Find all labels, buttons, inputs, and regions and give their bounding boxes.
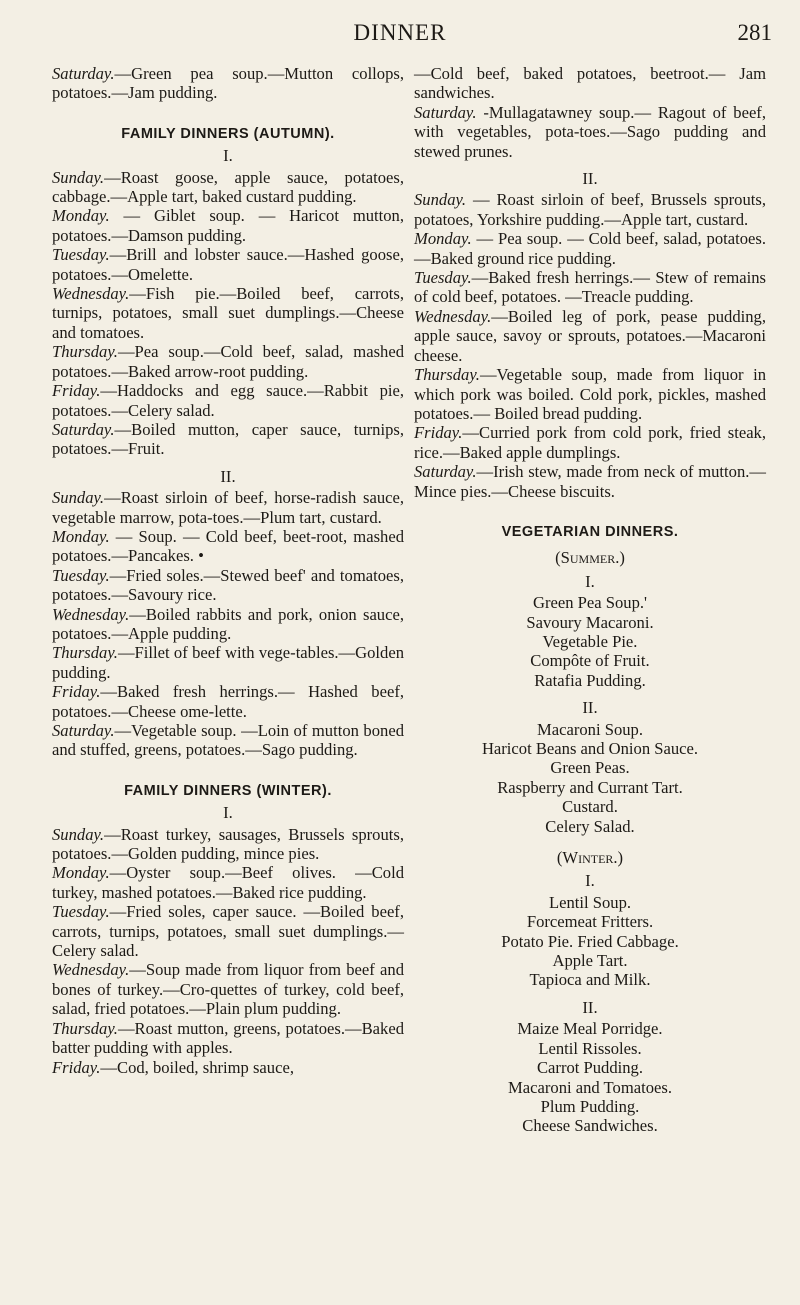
menu-text: —Roast goose, apple sauce, potatoes, cabbage.—Apple tart, baked custard pudding. xyxy=(52,167,404,207)
day-label: Monday. xyxy=(414,229,472,249)
menu-entry xyxy=(52,1058,404,1077)
menu-text: —Boiled mutton, caper sauce, turnips, potatoes.—Fruit. xyxy=(52,419,404,459)
running-title: DINNER xyxy=(353,20,447,45)
dish-item: Savoury Macaroni. xyxy=(526,612,654,632)
menu-entry xyxy=(52,863,404,902)
day-label: Wednesday. xyxy=(52,284,130,304)
menu-entry xyxy=(52,1019,404,1058)
dish-item: Potato Pie. Fried Cabbage. xyxy=(501,931,679,951)
day-label: Thursday. xyxy=(52,342,118,362)
menu-entry xyxy=(414,307,766,365)
menu-text: -Mullagatawney soup.— Ragout of beef, with vegetables, pota-toes.—Sago pudding and stewed prunes. xyxy=(414,102,766,161)
menu-text: —Soup made from liquor from beef and bones of turkey.—Cro-quettes of turkey, cold beef, salad, fried potatoes.—Plain plum pudding. xyxy=(52,960,404,1019)
menu-text: —Green pea soup.—Mutton collops, potatoes.—Jam pudding. xyxy=(52,64,404,103)
winter-menu-1-rest xyxy=(414,103,766,161)
menu-text: —Roast turkey, sausages, Brussels sprouts, potatoes.—Golden pudding, mince pies. xyxy=(52,824,404,864)
dish-item: Macaroni and Tomatoes. xyxy=(508,1077,672,1097)
menu-entry xyxy=(52,284,404,342)
menu-entry xyxy=(52,245,404,284)
winter-menu-1 xyxy=(52,825,404,1077)
day-label: Friday. xyxy=(414,423,463,443)
dish-item: Vegetable Pie. xyxy=(542,631,638,651)
menu-entry xyxy=(52,168,404,207)
dish-item: Lentil Rissoles. xyxy=(538,1038,642,1058)
dish-item: Apple Tart. xyxy=(552,951,628,971)
menu-text: —Fish pie.—Boiled beef, carrots, turnips, potatoes, small suet dumplings.—Cheese and tomatoes. xyxy=(52,284,404,342)
menu-text: —Fillet of beef with vege-tables.—Golden pudding. xyxy=(52,643,404,682)
menu-entry xyxy=(52,381,404,420)
menu-text: —Haddocks and egg sauce.—Rabbit pie, potatoes.—Celery salad. xyxy=(52,381,404,420)
dish-item: Green Pea Soup.' xyxy=(532,593,648,613)
menu-entry xyxy=(52,825,404,864)
menu-text: —Baked fresh herrings.— Stew of remains of cold beef, potatoes. —Treacle pudding. xyxy=(414,268,766,307)
season-label-summer: (Summer.) xyxy=(555,548,625,568)
day-label: Friday. xyxy=(52,381,101,401)
season-label-winter: (Winter.) xyxy=(556,848,624,868)
menu-numeral: I. xyxy=(585,571,595,591)
veg-summer-menu-2 xyxy=(414,720,766,836)
day-label: Monday. xyxy=(52,863,110,883)
menu-entry xyxy=(414,190,766,229)
dish-item: Cheese Sandwiches. xyxy=(522,1116,658,1136)
day-label: Tuesday. xyxy=(52,565,110,585)
dish-item: Celery Salad. xyxy=(545,816,635,836)
menu-entry xyxy=(52,64,404,103)
menu-numeral: II. xyxy=(220,466,236,486)
menu-entry xyxy=(52,488,404,527)
day-label: Sunday. xyxy=(52,167,105,187)
menu-entry xyxy=(52,643,404,682)
section-heading-winter: FAMILY DINNERS (WINTER). xyxy=(124,782,332,799)
day-label: Monday. xyxy=(52,526,110,546)
dish-item: Ratafia Pudding. xyxy=(534,670,646,690)
menu-numeral: I. xyxy=(223,803,233,823)
day-label: Sunday. xyxy=(52,824,105,844)
day-label: Sunday. xyxy=(52,488,105,508)
veg-summer-menu-1 xyxy=(414,593,766,690)
menu-entry xyxy=(52,682,404,721)
menu-numeral: II. xyxy=(582,997,598,1017)
menu-text: —Baked fresh herrings.— Hashed beef, potatoes.—Cheese ome-lette. xyxy=(52,682,404,721)
menu-text: — Soup. — Cold beef, beet-root, mashed potatoes.—Pancakes. • xyxy=(52,526,404,566)
menu-text: —Roast sirloin of beef, horse-radish sauce, vegetable marrow, pota-toes.—Plum tart, custard. xyxy=(52,488,404,527)
veg-winter-menu-1 xyxy=(414,893,766,990)
menu-text: —Fried soles.—Stewed beef' and tomatoes, potatoes.—Savoury rice. xyxy=(52,565,404,605)
menu-entry xyxy=(52,566,404,605)
winter-menu-2 xyxy=(414,190,766,501)
menu-text: —Brill and lobster sauce.—Hashed goose, potatoes.—Omelette. xyxy=(52,245,404,284)
day-label: Tuesday. xyxy=(52,245,110,265)
menu-entry xyxy=(52,420,404,459)
menu-entry xyxy=(52,206,404,245)
day-label: Friday. xyxy=(52,1057,101,1077)
day-label: Wednesday. xyxy=(414,306,492,326)
running-head xyxy=(0,20,800,50)
menu-text: — Roast sirloin of beef, Brussels sprouts, potatoes, Yorkshire pudding.—Apple tart, custard. xyxy=(414,190,766,229)
menu-text: — Giblet soup. — Haricot mutton, potatoes.—Damson pudding. xyxy=(52,206,404,245)
menu-entry xyxy=(52,960,404,1018)
dish-item: Carrot Pudding. xyxy=(536,1058,643,1078)
menu-text: —Vegetable soup. —Loin of mutton boned and stuffed, greens, potatoes.—Sago pudding. xyxy=(52,721,404,760)
day-label: Thursday. xyxy=(414,365,480,385)
section-heading-autumn: FAMILY DINNERS (AUTUMN). xyxy=(121,125,335,142)
menu-text: —Boiled leg of pork, pease pudding, apple sauce, savoy or sprouts, potatoes.—Macaroni cheese. xyxy=(414,306,766,365)
dish-item: Custard. xyxy=(562,797,618,817)
dish-item: Plum Pudding. xyxy=(540,1096,640,1116)
dish-item: Maize Meal Porridge. xyxy=(517,1019,663,1039)
day-label: Tuesday. xyxy=(52,902,110,922)
menu-entry xyxy=(52,342,404,381)
dish-item: Haricot Beans and Onion Sauce. xyxy=(481,739,699,758)
dish-item: Macaroni Soup. xyxy=(537,719,643,739)
menu-entry xyxy=(52,527,404,566)
left-column xyxy=(52,64,404,1077)
menu-text: —Vegetable soup, made from liquor in which pork was boiled. Cold pork, pickles, mashed potatoes.— Boiled bread pudding. xyxy=(414,365,766,423)
day-label: Saturday. xyxy=(52,721,115,740)
autumn-menu-2 xyxy=(52,488,404,760)
menu-entry xyxy=(414,365,766,423)
menu-text: —Boiled rabbits and pork, onion sauce, potatoes.—Apple pudding. xyxy=(52,604,404,643)
dish-item: Tapioca and Milk. xyxy=(529,970,651,990)
day-label: Saturday. xyxy=(414,462,477,482)
menu-entry xyxy=(414,423,766,462)
section-heading-vegetarian: VEGETARIAN DINNERS. xyxy=(501,523,679,540)
day-label: Sunday. xyxy=(414,190,467,210)
day-label: Saturday. xyxy=(52,419,115,439)
menu-text: —Roast mutton, greens, potatoes.—Baked batter pudding with apples. xyxy=(52,1018,404,1058)
menu-entry xyxy=(414,268,766,307)
menu-text: —Irish stew, made from neck of mutton.—Mince pies.—Cheese biscuits. xyxy=(414,462,766,501)
menu-text: —Curried pork from cold pork, fried steak, rice.—Baked apple dumplings. xyxy=(414,423,766,462)
day-label: Saturday. xyxy=(414,102,477,122)
right-column xyxy=(414,64,766,1136)
menu-text: — Pea soup. — Cold beef, salad, potatoes.—Baked ground rice pudding. xyxy=(414,229,766,268)
menu-text: —Fried soles, caper sauce. —Boiled beef, carrots, turnips, potatoes, small suet dumplings.—Celery salad. xyxy=(52,902,404,961)
dish-item: Forcemeat Fritters. xyxy=(526,912,654,932)
menu-numeral: I. xyxy=(585,871,595,891)
dish-item: Green Peas. xyxy=(550,758,630,778)
dish-item: Raspberry and Currant Tart. xyxy=(497,777,683,797)
day-label: Monday. xyxy=(52,206,110,226)
menu-entry xyxy=(52,605,404,644)
continued-entry: —Cold beef, baked potatoes, beetroot.— Jam sandwiches. xyxy=(414,64,766,103)
menu-numeral: I. xyxy=(223,146,233,166)
dish-item: Lentil Soup. xyxy=(548,892,632,912)
autumn-menu-1 xyxy=(52,168,404,459)
day-label: Saturday. xyxy=(52,64,115,83)
menu-text: —Pea soup.—Cold beef, salad, mashed potatoes.—Baked arrow-root pudding. xyxy=(52,342,404,381)
menu-text: —Cod, boiled, shrimp sauce, xyxy=(100,1057,294,1077)
day-label: Tuesday. xyxy=(414,268,472,288)
menu-entry xyxy=(414,103,766,161)
menu-entry xyxy=(52,902,404,960)
menu-numeral: II. xyxy=(582,698,598,718)
day-label: Thursday. xyxy=(52,643,118,663)
menu-entry xyxy=(414,462,766,501)
menu-text: —Oyster soup.—Beef olives. —Cold turkey, mashed potatoes.—Baked rice pudding. xyxy=(52,863,404,902)
page-number: 281 xyxy=(737,20,772,45)
intro-entries xyxy=(52,64,404,103)
day-label: Thursday. xyxy=(52,1018,118,1038)
day-label: Friday. xyxy=(52,682,101,702)
veg-winter-menu-2 xyxy=(414,1019,766,1135)
day-label: Wednesday. xyxy=(52,604,130,624)
dish-item: Compôte of Fruit. xyxy=(530,651,650,671)
menu-entry xyxy=(414,229,766,268)
day-label: Wednesday. xyxy=(52,960,130,980)
menu-entry xyxy=(52,721,404,760)
menu-numeral: II. xyxy=(582,169,598,189)
